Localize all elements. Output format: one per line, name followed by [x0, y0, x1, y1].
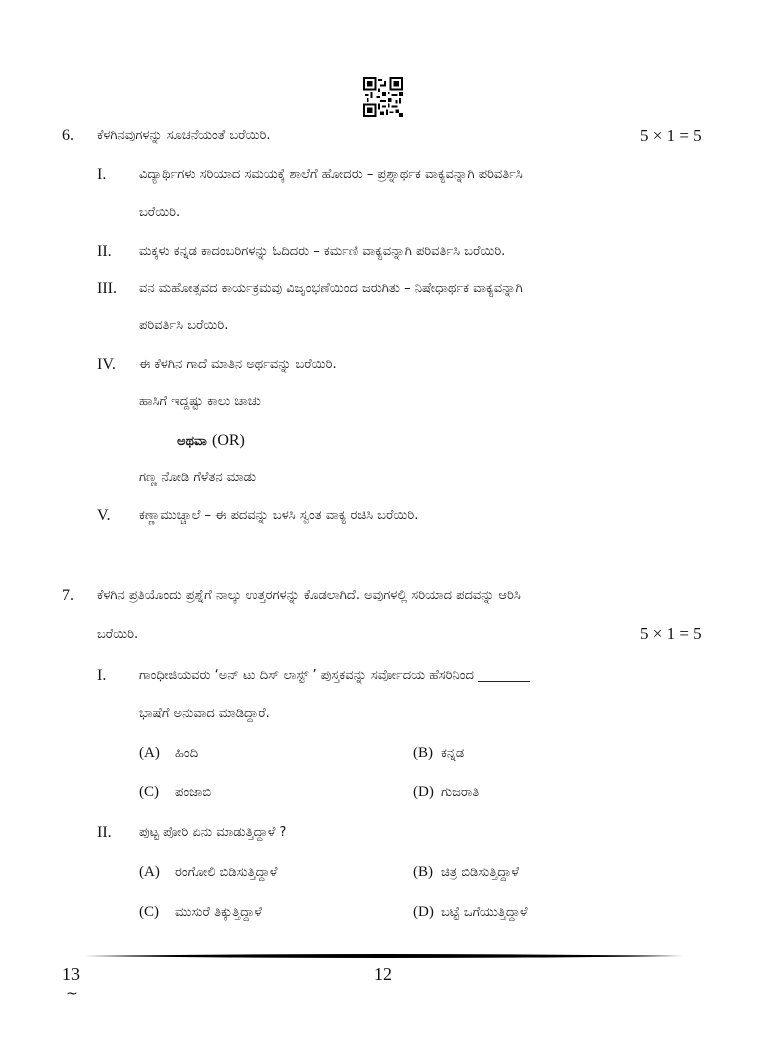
q6-item-4-roman: IV. [97, 356, 116, 373]
q7-2-option-a-label: (A) [139, 864, 160, 880]
q6-item-3-text: ವನ ಮಹೋತ್ಸವದ ಕಾರ್ಯಕ್ರಮವು ವಿಜೃಂಭಣೆಯಿಂದ ಜರುಗಿತು – ನಿಷೇಧಾರ್ಥಕ ವಾಕ್ಯವನ್ನಾಗಿ [139, 281, 523, 296]
question-6-number: 6. [62, 127, 74, 144]
question-7-marks: 5 × 1 = 5 [640, 624, 702, 643]
q7-2-option-b-label: (B) [413, 864, 433, 880]
question-6-instruction: ಕೆಳಗಿನವುಗಳನ್ನು ಸೂಚನೆಯಂತೆ ಬರೆಯಿರಿ. [97, 128, 271, 143]
footer-rule [85, 953, 683, 959]
paper-code: 13 [62, 964, 80, 984]
q7-1-option-d-label: (D) [413, 784, 434, 800]
q7-1-option-b: ಕನ್ನಡ [441, 746, 465, 761]
q7-1-option-a: ಹಿಂದಿ [175, 746, 199, 761]
q7-2-option-b: ಚಿತ್ರ ಬಿಡಿಸುತ್ತಿದ್ದಾಳೆ [441, 865, 520, 880]
q7-2-option-d-label: (D) [413, 904, 434, 920]
footer-mark: ~ [66, 986, 78, 1002]
q6-item-1-text: ವಿದ್ಯಾರ್ಥಿಗಳು ಸರಿಯಾದ ಸಮಯಕ್ಕೆ ಶಾಲೆಗೆ ಹೋದರು – ಪ್ರಶ್ನಾರ್ಥಕ ವಾಕ್ಯವನ್ನಾಗಿ ಪರಿವರ್ತಿಸಿ [139, 167, 523, 182]
q6-item-1-text-cont: ಬರೆಯಿರಿ. [139, 205, 181, 220]
page-number: 12 [374, 964, 392, 984]
question-7-instruction-cont: ಬರೆಯಿರಿ. [97, 627, 139, 642]
q7-item-1-text-cont: ಭಾಷೆಗೆ ಅನುವಾದ ಮಾಡಿದ್ದಾರೆ. [139, 706, 270, 721]
q7-2-option-c-label: (C) [139, 904, 159, 920]
question-7-instruction: ಕೆಳಗಿನ ಪ್ರತಿಯೊಂದು ಪ್ರಶ್ನೆಗೆ ನಾಲ್ಕು ಉತ್ತರಗಳನ್ನು ಕೊಡಲಾಗಿದೆ. ಅವುಗಳಲ್ಲಿ ಸರಿಯಾದ ಪದವನ್ನು ಆರಿಸಿ [97, 588, 521, 603]
q7-1-option-a-label: (A) [139, 745, 160, 761]
q6-item-4-proverb-1: ಹಾಸಿಗೆ ಇದ್ದಷ್ಟು ಕಾಲು ಚಾಚು [139, 394, 261, 409]
q7-1-option-c-label: (C) [139, 784, 159, 800]
q7-2-option-a: ರಂಗೋಲಿ ಬಿಡಿಸುತ್ತಿದ್ದಾಳೆ [175, 865, 278, 880]
q6-item-5-text: ಕಣ್ಣಾಮುಚ್ಚಾಲೆ – ಈ ಪದವನ್ನು ಬಳಸಿ ಸ್ವಂತ ವಾಕ್ಯ ರಚಿಸಿ ಬರೆಯಿರಿ. [139, 508, 419, 523]
q7-item-2-roman: II. [97, 824, 112, 841]
or-separator [177, 430, 245, 450]
q7-1-option-d: ಗುಜರಾತಿ [441, 785, 480, 800]
or-kannada: ಅಥವಾ [177, 434, 207, 449]
q7-item-1-roman: I. [97, 667, 107, 684]
q6-item-3-roman: III. [97, 280, 117, 297]
q7-item-1-text: ಗಾಂಧೀಜಿಯವರು ‘ಅನ್ ಟು ದಿಸ್ ಲಾಸ್ಟ್ ’ ಪುಸ್ತಕವನ್ನು ಸರ್ವೋದಯ ಹೆಸರಿನಿಂದ ________ [139, 668, 531, 683]
q6-item-1-roman: I. [97, 166, 107, 183]
q7-1-option-b-label: (B) [413, 745, 433, 761]
question-7-number: 7. [62, 587, 74, 604]
q6-item-2-text: ಮಕ್ಕಳು ಕನ್ನಡ ಕಾದಂಬರಿಗಳನ್ನು ಓದಿದರು – ಕರ್ಮಣಿ ವಾಕ್ಯವನ್ನಾಗಿ ಪರಿವರ್ತಿಸಿ ಬರೆಯಿರಿ. [139, 244, 506, 259]
q7-1-option-c: ಪಂಜಾಬಿ [175, 785, 212, 800]
q6-item-5-roman: V. [97, 507, 111, 524]
q7-2-option-c: ಮುಸುರೆ ತಿಕ್ಕುತ್ತಿದ್ದಾಳೆ [175, 905, 262, 920]
q6-item-4-proverb-2: ಗಣ್ಣ ನೋಡಿ ಗೆಳೆತನ ಮಾಡು [139, 470, 257, 485]
qr-code-icon [363, 77, 403, 117]
question-6-marks: 5 × 1 = 5 [640, 126, 702, 145]
q7-item-2-text: ಪುಟ್ಟ ಪೋರಿ ಏನು ಮಾಡುತ್ತಿದ್ದಾಳೆ ? [139, 825, 287, 840]
q6-item-4-text: ಈ ಕೆಳಗಿನ ಗಾದೆ ಮಾತಿನ ಅರ್ಥವನ್ನು ಬರೆಯಿರಿ. [139, 357, 337, 372]
q6-item-2-roman: II. [97, 243, 112, 260]
q7-2-option-d: ಬಟ್ಟೆ ಒಗೆಯುತ್ತಿದ್ದಾಳೆ [441, 905, 528, 920]
q6-item-3-text-cont: ಪರಿವರ್ತಿಸಿ ಬರೆಯಿರಿ. [139, 318, 229, 333]
or-english: (OR) [212, 432, 245, 449]
